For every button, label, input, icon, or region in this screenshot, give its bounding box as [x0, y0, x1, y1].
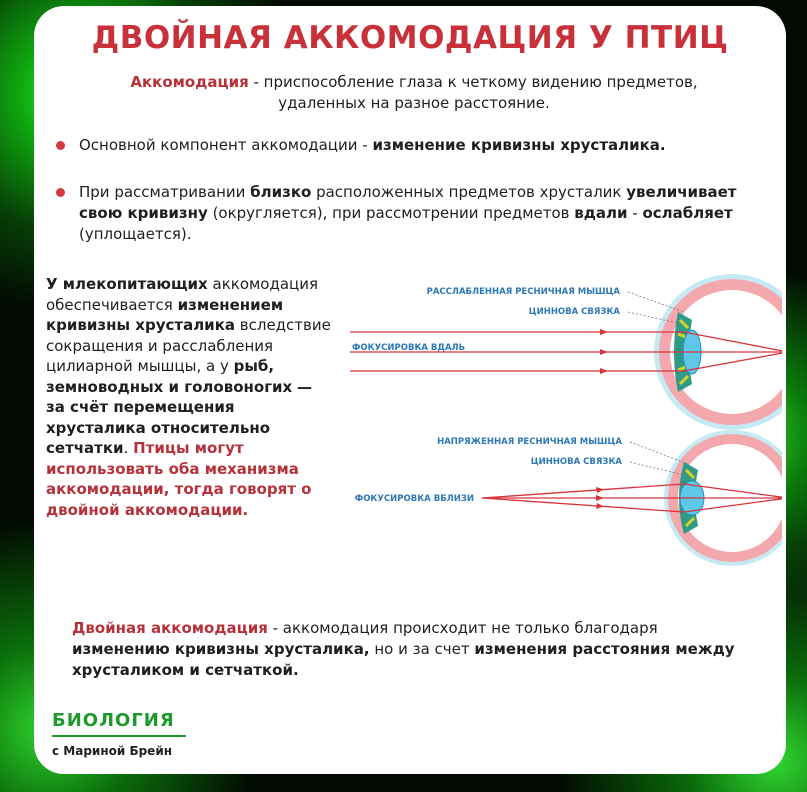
arrow-icon — [600, 349, 608, 355]
arrow-icon — [600, 329, 608, 335]
mammals-paragraph — [46, 274, 331, 520]
fish-bold: рыб, земноводных и головоногих — [46, 357, 293, 396]
brand-name: БИОЛОГИЯ — [52, 710, 175, 731]
ray-bottom-3 — [482, 498, 684, 512]
eye-far-focus — [350, 274, 782, 430]
mammals-bold: У млекопитающих — [46, 275, 208, 293]
arrow-icon — [596, 487, 604, 493]
label-relaxed-muscle: РАССЛАБЛЕННАЯ РЕСНИЧНАЯ МЫШЦА — [426, 287, 620, 297]
label-far-focus: ФОКУСИРОВКА ВДАЛЬ — [352, 343, 466, 353]
birds-red-text: Птицы могут использовать оба механизма аккомодации, тогда говорят о двойной аккомодации. — [46, 439, 312, 519]
label-ligament-bottom: ЦИННОВА СВЯЗКА — [530, 457, 622, 467]
definition-line1: - приспособление глаза к четкому видению предметов, — [248, 73, 698, 91]
double-accommodation-term: Двойная аккомодация — [72, 619, 268, 637]
brand-underline — [52, 735, 186, 737]
bullet2-bold-increase: увеличивает свою кривизну — [79, 183, 737, 222]
label-tense-muscle: НАПРЯЖЕННАЯ РЕСНИЧНАЯ МЫШЦА — [437, 437, 622, 447]
bullet1-bold: изменение кривизны хрусталика. — [372, 136, 666, 154]
double-accommodation-paragraph — [72, 618, 752, 681]
bullet-dot-icon — [56, 141, 65, 150]
label-near-focus: ФОКУСИРОВКА ВБЛИЗИ — [354, 494, 474, 504]
bottom-text-2: но и за счет — [369, 640, 475, 658]
bullet1-text: Основной компонент аккомодации - — [79, 136, 373, 154]
mammals-text-4: . — [123, 439, 134, 457]
bottom-text-1: - аккомодация происходит не только благодаря — [267, 619, 658, 637]
definition-line2: удаленных на разное расстояние. — [278, 94, 550, 112]
brand-author: с Мариной Брейн — [52, 744, 173, 758]
page-title: ДВОЙНАЯ АККОМОДАЦИЯ У ПТИЦ — [91, 20, 729, 56]
eye-near-focus — [355, 430, 782, 566]
bullet2-bold-far: вдали — [574, 204, 628, 222]
leader-line-muscle — [630, 442, 688, 464]
eye-accommodation-diagram — [312, 272, 782, 572]
lens-shift-bold: — за счёт перемещения хрусталика относительно сетчатки — [46, 377, 312, 457]
label-ligament-top: ЦИННОВА СВЯЗКА — [528, 307, 620, 317]
bullet2-text-2: расположенных предметов хрусталик — [311, 183, 627, 201]
definition-paragraph — [64, 72, 764, 114]
bullet2-bold-weaken: ослабляет — [642, 204, 733, 222]
ray-bottom-1 — [482, 484, 684, 498]
mammals-text-2: вследствие сокращения и расслабления цилиарной мышцы, а у — [46, 316, 331, 375]
bullet-near-far — [56, 182, 766, 252]
bullet-dot-icon — [56, 188, 65, 197]
definition-term: Аккомодация — [130, 73, 249, 91]
bottom-bold-distance: изменения расстояния между хрусталиком и сетчаткой. — [72, 640, 735, 679]
bullet2-text-3: (округляется), при рассмотрении предметов — [207, 204, 575, 222]
mammals-bold-curvature: изменением кривизны хрусталика — [46, 295, 284, 334]
bullet2-text-1: При рассматривании — [79, 183, 251, 201]
arrow-icon — [596, 495, 604, 501]
arrow-icon — [600, 368, 608, 374]
bullet2-text-4: - — [627, 204, 643, 222]
arrow-icon — [596, 503, 604, 509]
bottom-bold-curvature: изменению кривизны хрусталика, — [72, 640, 370, 658]
content-card — [34, 6, 786, 774]
bullet2-text-5: (уплощается). — [79, 225, 192, 243]
mammals-text-1: аккомодация обеспечивается — [46, 275, 319, 314]
bullet2-bold-near: близко — [250, 183, 312, 201]
